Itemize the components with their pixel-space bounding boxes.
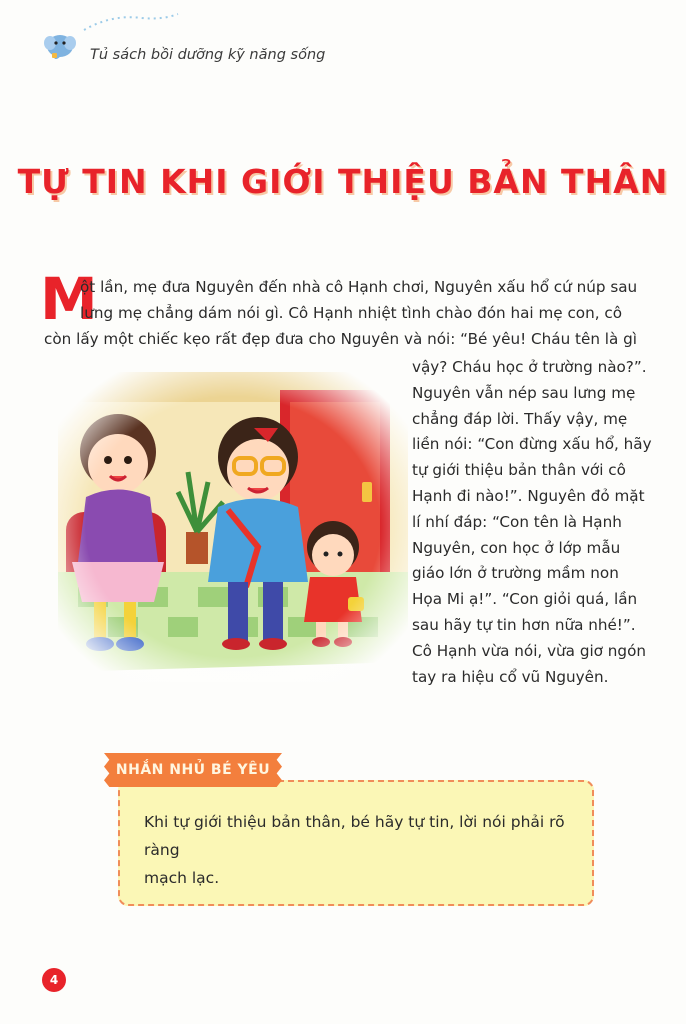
story-illustration [58, 372, 408, 682]
story-line: tự giới thiệu bản thân với cô [412, 461, 626, 480]
story-line: Nguyên, con học ở lớp mẫu [412, 538, 621, 557]
drop-cap: M [40, 265, 98, 333]
story-line: Nguyên vẫn nép sau lưng mẹ [412, 383, 636, 402]
page-header [38, 12, 368, 63]
page-number: 4 [42, 968, 66, 992]
story-line: lí nhí đáp: “Con tên là Hạnh [412, 512, 622, 531]
story-line: Hạnh đi nào!”. Nguyên đỏ mặt [412, 486, 645, 505]
story-line: còn lấy một chiếc kẹo rất đẹp đưa cho Nguyên và nói: “Bé yêu! Cháu tên là gì [44, 330, 638, 348]
story-line: tay ra hiệu cổ vũ Nguyên. [412, 667, 609, 686]
story-line: Họa Mi ạ!”. “Con giỏi quá, lần [412, 590, 638, 609]
story-line: ột lần, mẹ đưa Nguyên đến nhà cô Hạnh chơi, Nguyên xấu hổ cứ núp sau [80, 278, 638, 296]
series-title: Tủ sách bồi dưỡng kỹ năng sống [90, 47, 326, 63]
story-line: lưng mẹ chẳng dám nói gì. Cô Hạnh nhiệt tình chào đón hai mẹ con, cô [80, 304, 623, 322]
story-line: giáo lớn ở trường mầm non [412, 564, 619, 583]
advice-text-line: Khi tự giới thiệu bản thân, bé hãy tự tin, lời nói phải rõ ràng [144, 813, 565, 859]
story-wrapped-column [412, 355, 664, 690]
page-title: TỰ TIN KHI GIỚI THIỆU BẢN THÂN [17, 162, 669, 201]
advice-text-line: mạch lạc. [144, 869, 220, 887]
elephant-mascot-icon [42, 26, 78, 60]
advice-tag-label: NHẮN NHỦ BÉ YÊU [115, 762, 271, 778]
story-line: vậy? Cháu học ở trường nào?”. [412, 358, 647, 376]
story-line: liền nói: “Con đừng xấu hổ, hãy [412, 435, 652, 454]
dotted-swirl [82, 12, 182, 32]
story-line: Cô Hạnh vừa nói, vừa giơ ngón [412, 641, 646, 660]
story-line: chẳng đáp lời. Thấy vậy, mẹ [412, 409, 628, 428]
story-line: sau hãy tự tin hơn nữa nhé!”. [412, 615, 636, 634]
advice-text [144, 808, 574, 892]
